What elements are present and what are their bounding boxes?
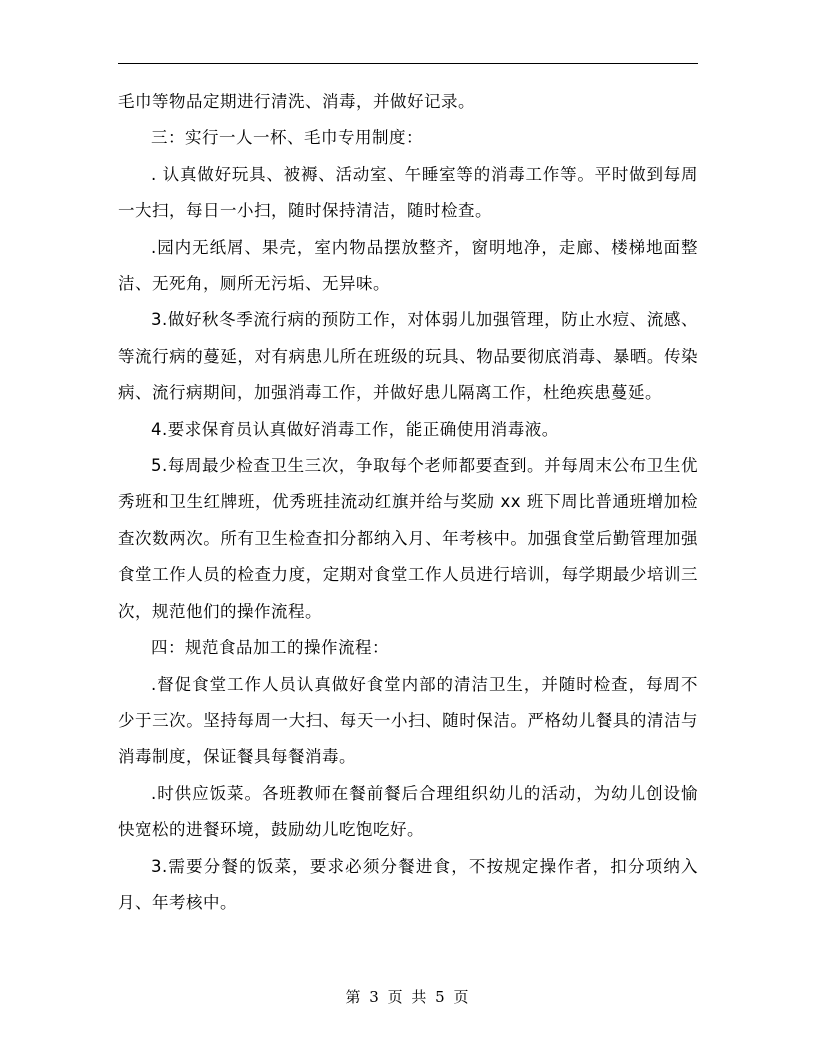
paragraph: 3.做好秋冬季流行病的预防工作，对体弱儿加强管理，防止水痘、流感、等流行病的蔓延，对有病患儿所在班级的玩具、物品要彻底消毒、暴晒。传染病、流行病期间，加强消毒工作，并做好患儿隔离工作，杜绝疾患蔓延。 <box>118 310 698 403</box>
document-body <box>118 84 698 921</box>
paragraph: .督促食堂工作人员认真做好食堂内部的清洁卫生，并随时检查，每周不少于三次。坚持每周一大扫、每天一小扫、随时保洁。严格幼儿餐具的清洁与消毒制度，保证餐具每餐消毒。 <box>118 674 698 767</box>
paragraph: 三：实行一人一杯、毛巾专用制度： <box>151 128 423 148</box>
paragraph: .园内无纸屑、果壳，室内物品摆放整齐，窗明地净，走廊、楼梯地面整洁、无死角，厕所无污垢、无异味。 <box>118 237 698 294</box>
header-rule <box>118 63 698 64</box>
paragraph: 3.需要分餐的饭菜，要求必须分餐进食，不按规定操作者，扣分项纳入月、年考核中。 <box>118 856 698 912</box>
paragraph: 5.每周最少检查卫生三次，争取每个老师都要查到。并每周末公布卫生优秀班和卫生红牌班，优秀班挂流动红旗并给与奖励 xx 班下周比普通班增加检查次数两次。所有卫生检查扣分都纳入月、年考核中。加强食堂后勤管理加强食堂工作人员的检查力度，定期对食堂工作人员进行培训，每学期最少培训三次，规范他们的操作流程。 <box>118 456 698 621</box>
paragraph: 毛巾等物品定期进行清洗、消毒，并做好记录。 <box>118 92 475 111</box>
paragraph: .时供应饭菜。各班教师在餐前餐后合理组织幼儿的活动，为幼儿创设愉快宽松的进餐环境，鼓励幼儿吃饱吃好。 <box>118 783 698 840</box>
page-number-footer: 第 3 页 共 5 页 <box>345 988 471 1006</box>
paragraph: . 认真做好玩具、被褥、活动室、午睡室等的消毒工作等。平时做到每周一大扫，每日一小扫，随时保持清洁，随时检查。 <box>118 164 698 221</box>
paragraph: 4.要求保育员认真做好消毒工作，能正确使用消毒液。 <box>151 419 559 439</box>
paragraph: 四：规范食品加工的操作流程： <box>151 638 389 658</box>
